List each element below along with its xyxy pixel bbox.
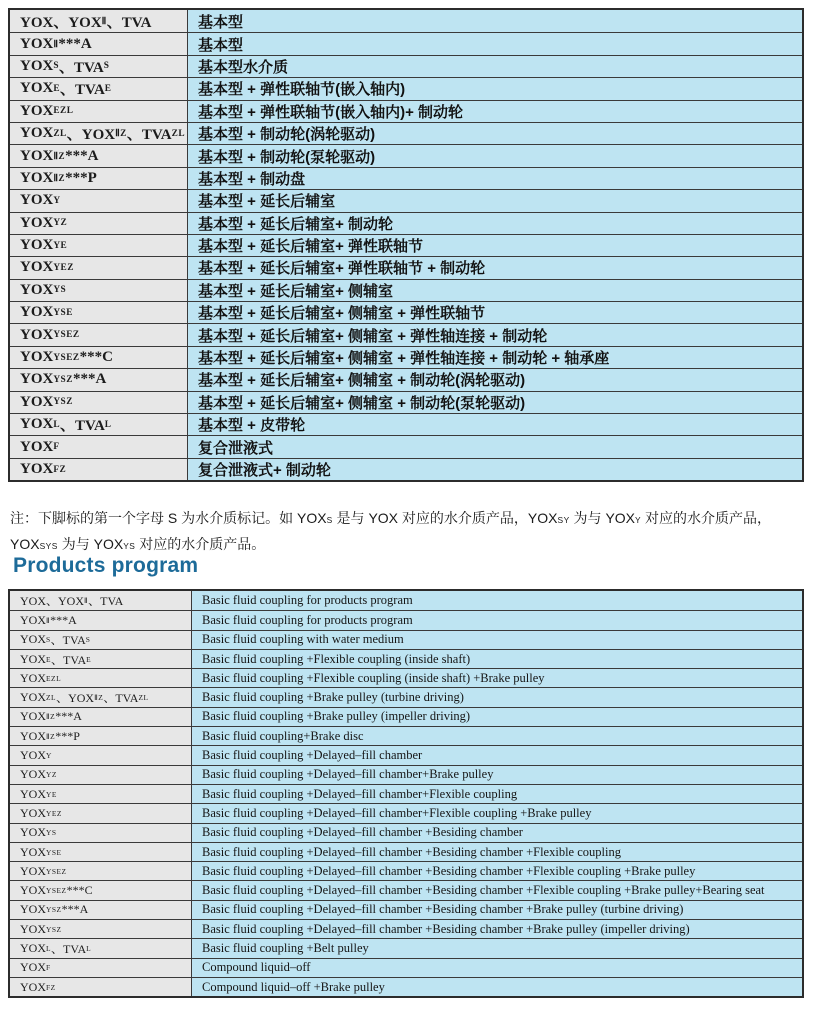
table-row [10, 861, 802, 880]
subscript: YS [53, 285, 67, 296]
table-row [10, 726, 802, 745]
subscript: ⅡZ [46, 712, 56, 722]
model-cell: YOX YSEZ [10, 324, 188, 345]
model-cell: YOX ZL 、YOX ⅡZ 、TVA ZL [10, 123, 188, 144]
model-cell: YOX YSE [10, 302, 188, 323]
description-cell: 基本型 + 延长后辅室+ 侧辅室 + 制动轮(涡轮驱动) [188, 369, 802, 390]
table-row [10, 707, 802, 726]
subscript: ⅡZ [53, 151, 66, 162]
model-cell: YOX L 、TVA L [10, 939, 192, 957]
footnote-line-2: YOXSYS 为与 YOXYS 对应的水介质产品。 [10, 536, 266, 552]
table-row [10, 842, 802, 861]
table-row [10, 900, 802, 919]
model-cell: YOX E 、TVA E [10, 78, 188, 99]
description-cell: Basic fluid coupling +Flexible coupling (inside shaft) [192, 650, 802, 668]
description-cell: Basic fluid coupling +Delayed–fill chamber+Flexible coupling [192, 785, 802, 803]
subscript: ⅡZ [115, 129, 127, 140]
table-row [10, 301, 802, 323]
description-cell: 基本型 + 弹性联轴节(嵌入轴内)+ 制动轮 [188, 101, 802, 122]
description-cell: Basic fluid coupling +Delayed–fill chamber [192, 746, 802, 764]
table-row [10, 55, 802, 77]
subscript: EZL [46, 673, 62, 683]
description-cell: Compound liquid–off +Brake pulley [192, 978, 802, 996]
table-row [10, 668, 802, 687]
table-row [10, 458, 802, 480]
table-row [10, 649, 802, 668]
description-cell: 基本型 + 延长后辅室+ 弹性联轴节 + 制动轮 [188, 257, 802, 278]
table-row [10, 823, 802, 842]
subscript: ZL [53, 128, 67, 139]
model-cell: YOX YE [10, 785, 192, 803]
description-cell: 复合泄液式+ 制动轮 [188, 459, 802, 480]
subscript: YSEZ [53, 352, 80, 363]
subscript: YE [46, 789, 57, 799]
model-cell: YOX Ⅱ ***A [10, 33, 188, 54]
model-cell: YOX Y [10, 746, 192, 764]
model-cell: YOX Ⅱ ***A [10, 611, 192, 629]
table-row [10, 687, 802, 706]
model-cell: YOX F [10, 436, 188, 457]
description-cell: Basic fluid coupling +Delayed–fill chamber+Brake pulley [192, 766, 802, 784]
subscript: YZ [53, 218, 68, 229]
table-row [10, 745, 802, 764]
description-cell: 基本型 + 制动轮(泵轮驱动) [188, 145, 802, 166]
table-row [10, 391, 802, 413]
subscript: ⅡZ [53, 173, 66, 184]
subscript: Y [635, 515, 642, 525]
subscript: YSZ [53, 397, 73, 408]
table-row [10, 346, 802, 368]
subscript: YS [123, 541, 136, 551]
description-cell: 复合泄液式 [188, 436, 802, 457]
model-cell: YOX YZ [10, 766, 192, 784]
subscript: ⅡZ [46, 731, 56, 741]
description-cell: Basic fluid coupling with water medium [192, 631, 802, 649]
model-cell: YOX YSEZ ***C [10, 881, 192, 899]
description-cell: Basic fluid coupling +Delayed–fill chamber +Besiding chamber +Flexible coupling +Brake pulley [192, 862, 802, 880]
subscript: YEZ [46, 808, 62, 818]
model-cell: YOX YSEZ ***C [10, 347, 188, 368]
model-cell: YOX YSE [10, 843, 192, 861]
description-cell: 基本型 + 延长后辅室+ 侧辅室 + 制动轮(泵轮驱动) [188, 392, 802, 413]
subscript: YZ [46, 770, 57, 780]
subscript: YE [53, 240, 68, 251]
subscript: Y [53, 195, 61, 206]
description-cell: 基本型 + 弹性联轴节(嵌入轴内) [188, 78, 802, 99]
section-heading: Products program [13, 554, 199, 577]
subscript: Ⅱ [53, 39, 59, 50]
products-table-en [8, 589, 804, 998]
model-cell: YOX YSZ [10, 920, 192, 938]
description-cell: 基本型 + 延长后辅室 [188, 190, 802, 211]
description-cell: Basic fluid coupling for products program [192, 611, 802, 629]
table-row [10, 958, 802, 977]
table-row [10, 10, 802, 32]
subscript: F [46, 963, 51, 973]
table-row [10, 77, 802, 99]
description-cell: Basic fluid coupling +Brake pulley (turbine driving) [192, 688, 802, 706]
description-cell: 基本型 [188, 33, 802, 54]
table-row [10, 765, 802, 784]
model-cell: YOX YE [10, 235, 188, 256]
subscript: E [86, 654, 92, 664]
model-cell: YOX FZ [10, 459, 188, 480]
model-cell: YOX YEZ [10, 804, 192, 822]
subscript: S [85, 635, 91, 645]
description-cell: Basic fluid coupling +Delayed–fill chamber +Besiding chamber +Brake pulley (turbine driving) [192, 901, 802, 919]
model-cell: YOX YS [10, 280, 188, 301]
subscript: E [104, 83, 112, 94]
table-row [10, 435, 802, 457]
subscript: F [53, 442, 60, 453]
model-cell: YOX E 、TVA E [10, 650, 192, 668]
subscript: L [104, 419, 112, 430]
table-row [10, 100, 802, 122]
model-cell: YOX YSZ ***A [10, 369, 188, 390]
model-cell: YOX ⅡZ ***P [10, 168, 188, 189]
model-cell: YOX ZL 、YOX ⅡZ 、TVA ZL [10, 688, 192, 706]
model-cell: YOX F [10, 959, 192, 977]
model-cell: YOX S 、TVA S [10, 631, 192, 649]
subscript: FZ [53, 464, 67, 475]
description-cell: 基本型 + 延长后辅室+ 制动轮 [188, 213, 802, 234]
table-row [10, 189, 802, 211]
description-cell: 基本型 [188, 10, 802, 32]
description-cell: 基本型水介质 [188, 56, 802, 77]
model-cell: YOX EZL [10, 669, 192, 687]
subscript: ⅡZ [94, 693, 104, 703]
model-cell: YOX S 、TVA S [10, 56, 188, 77]
subscript: L [53, 419, 61, 430]
subscript: YSEZ [46, 886, 67, 896]
table-row [10, 144, 802, 166]
description-cell: Basic fluid coupling +Delayed–fill chamber+Flexible coupling +Brake pulley [192, 804, 802, 822]
table-row [10, 256, 802, 278]
table-row [10, 122, 802, 144]
footnote-line-1: 注：下脚标的第一个字母 S 为水介质标记。如 YOXS 是与 YOX 对应的水介质产品，YOXSY 为与 YOXY 对应的水介质产品， [10, 510, 772, 526]
subscript: Ⅱ [84, 596, 89, 606]
subscript: Y [46, 751, 52, 761]
subscript: S [46, 635, 51, 645]
model-cell: YOX L 、TVA L [10, 414, 188, 435]
subscript: YSE [46, 847, 62, 857]
model-cell: YOX、YOX Ⅱ 、TVA [10, 591, 192, 610]
table-row [10, 803, 802, 822]
table-row [10, 368, 802, 390]
model-cell: YOX Y [10, 190, 188, 211]
description-cell: Basic fluid coupling +Flexible coupling (inside shaft) +Brake pulley [192, 669, 802, 687]
subscript: S [326, 515, 333, 525]
description-cell: Basic fluid coupling +Delayed–fill chamber +Besiding chamber +Flexible coupling [192, 843, 802, 861]
table-row [10, 610, 802, 629]
description-cell: Basic fluid coupling +Delayed–fill chamber +Besiding chamber +Brake pulley (impeller driving) [192, 920, 802, 938]
subscript: S [53, 61, 60, 72]
description-cell: Basic fluid coupling +Delayed–fill chamber +Besiding chamber +Flexible coupling +Brake pulley+Bearing seat [192, 881, 802, 899]
subscript: E [53, 83, 61, 94]
table-row [10, 591, 802, 610]
subscript: YSZ [53, 374, 73, 385]
footnote [10, 506, 806, 558]
subscript: YSZ [46, 905, 62, 915]
description-cell: 基本型 + 延长后辅室+ 侧辅室 [188, 280, 802, 301]
model-cell: YOX YSZ ***A [10, 901, 192, 919]
table-row [10, 234, 802, 256]
model-cell: YOX YSZ [10, 392, 188, 413]
model-cell: YOX YZ [10, 213, 188, 234]
description-cell: Compound liquid–off [192, 959, 802, 977]
model-cell: YOX、YOX Ⅱ 、TVA [10, 10, 188, 32]
table-row [10, 880, 802, 899]
model-cell: YOX ⅡZ ***P [10, 727, 192, 745]
subscript: L [46, 943, 52, 953]
subscript: E [46, 654, 52, 664]
model-cell: YOX EZL [10, 101, 188, 122]
table-row [10, 323, 802, 345]
table-row [10, 212, 802, 234]
table-row [10, 630, 802, 649]
description-cell: Basic fluid coupling +Brake pulley (impeller driving) [192, 708, 802, 726]
subscript: Ⅱ [46, 615, 51, 625]
table-row [10, 938, 802, 957]
subscript: S [103, 61, 110, 72]
description-cell: 基本型 + 皮带轮 [188, 414, 802, 435]
description-cell: 基本型 + 延长后辅室+ 侧辅室 + 弹性轴连接 + 制动轮 [188, 324, 802, 345]
subscript: Ⅱ [101, 16, 107, 27]
model-cell: YOX FZ [10, 978, 192, 996]
subscript: FZ [46, 982, 56, 992]
table-row [10, 167, 802, 189]
description-cell: 基本型 + 延长后辅室+ 侧辅室 + 弹性轴连接 + 制动轮 + 轴承座 [188, 347, 802, 368]
description-cell: 基本型 + 制动轮(涡轮驱动) [188, 123, 802, 144]
subscript: ZL [138, 693, 149, 703]
subscript: SYS [39, 541, 58, 551]
table-row [10, 279, 802, 301]
description-cell: Basic fluid coupling +Belt pulley [192, 939, 802, 957]
description-cell: Basic fluid coupling for products program [192, 591, 802, 610]
subscript: SY [557, 515, 570, 525]
table-row [10, 32, 802, 54]
model-cell: YOX YEZ [10, 257, 188, 278]
table-row [10, 784, 802, 803]
subscript: ZL [46, 693, 57, 703]
description-cell: Basic fluid coupling+Brake disc [192, 727, 802, 745]
model-table-cn [8, 8, 804, 482]
description-cell: 基本型 + 延长后辅室+ 侧辅室 + 弹性联轴节 [188, 302, 802, 323]
subscript: YSEZ [53, 330, 80, 341]
description-cell: Basic fluid coupling +Delayed–fill chamber +Besiding chamber [192, 824, 802, 842]
subscript: YSEZ [46, 866, 67, 876]
model-cell: YOX ⅡZ ***A [10, 708, 192, 726]
description-cell: 基本型 + 制动盘 [188, 168, 802, 189]
table-row [10, 413, 802, 435]
subscript: YSE [53, 307, 73, 318]
model-cell: YOX YS [10, 824, 192, 842]
table-row [10, 919, 802, 938]
description-cell: 基本型 + 延长后辅室+ 弹性联轴节 [188, 235, 802, 256]
subscript: EZL [53, 106, 74, 117]
table-row [10, 977, 802, 996]
subscript: ZL [171, 128, 186, 139]
subscript: L [86, 943, 92, 953]
model-cell: YOX ⅡZ ***A [10, 145, 188, 166]
subscript: YSZ [46, 924, 62, 934]
subscript: YS [46, 828, 57, 838]
model-cell: YOX YSEZ [10, 862, 192, 880]
subscript: YEZ [53, 262, 74, 273]
